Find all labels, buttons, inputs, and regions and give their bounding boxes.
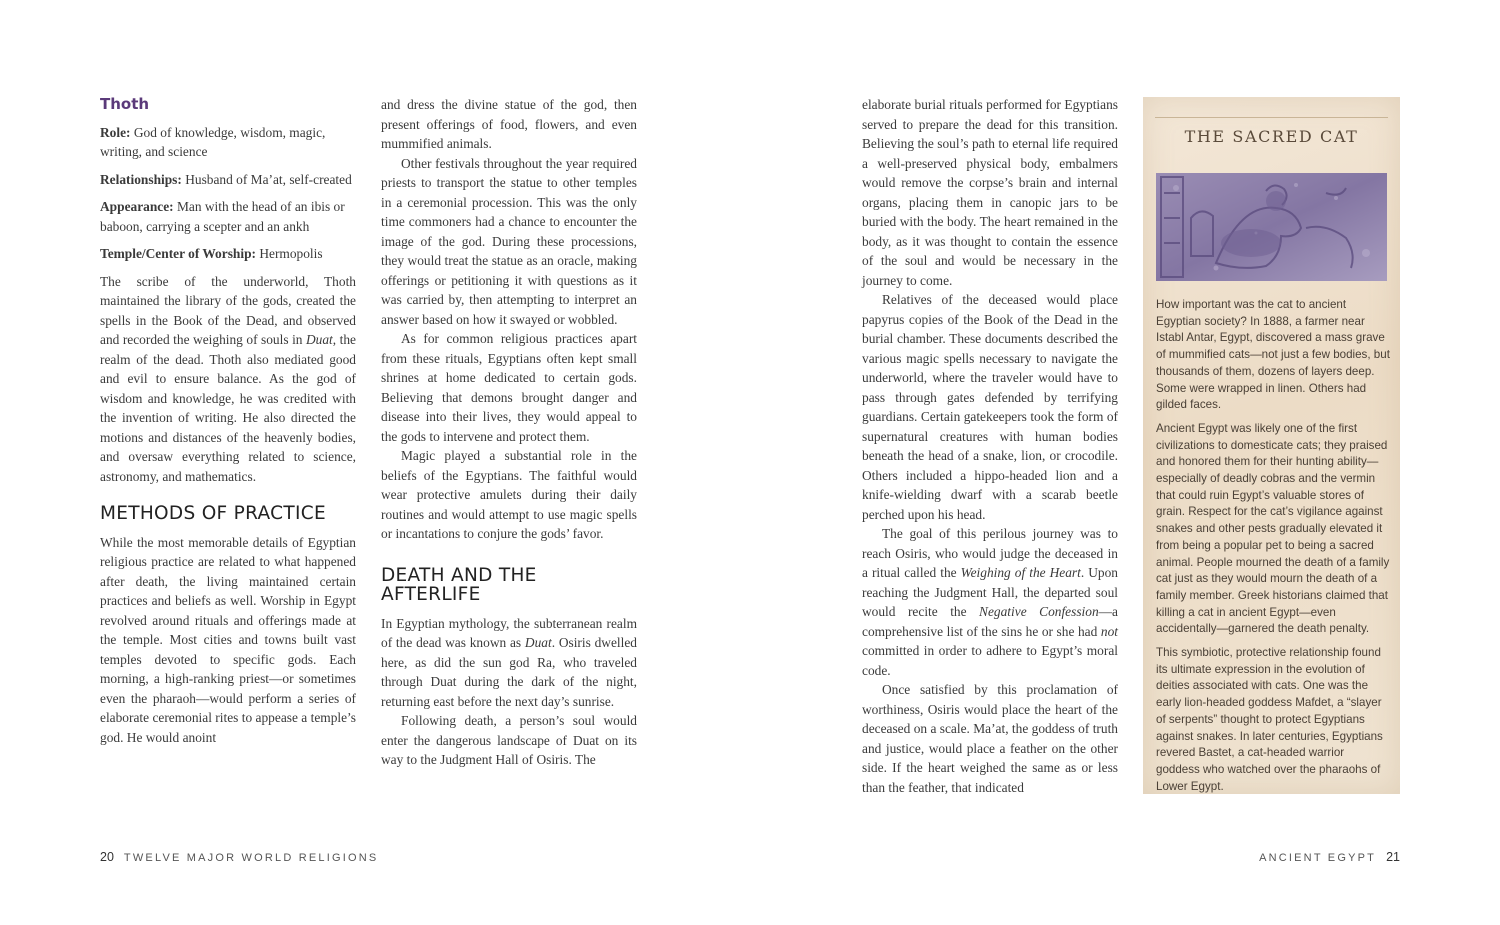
paragraph: Magic played a substantial role in the beliefs of the Egyptians. The faithful would wear protective amulets during their daily routines and would attempt to use magic spells or incantations to conjure the gods’ favor. <box>381 448 637 541</box>
sidebar-paragraph: This symbiotic, protective relationship found its ultimate expression in the evolution of deities associated with cats. One was the early lion-headed goddess Mafdet, a “slayer of serpents” thought to protect Egyptians against snakes. In later centuries, Egyptians revered Bastet, a cat-headed warrior goddess who watched over the pharaohs of Lower Egypt. <box>1156 646 1383 793</box>
footer-right <box>1259 850 1400 864</box>
footer-left <box>100 850 378 864</box>
fact-relationships: Relationships: Husband of Ma’at, self-created <box>100 171 352 187</box>
paragraph: and dress the divine statue of the god, then present offerings of food, flowers, and even mummified animals. <box>381 97 637 151</box>
paragraph: In Egyptian mythology, the subterranean realm of the dead was known as Duat. Osiris dwelled here, as did the sun god Ra, who traveled through Duat during the dark of the night, returning east before the next day’s sunrise. <box>381 615 637 709</box>
sidebar-paragraph: Ancient Egypt was likely one of the first civilizations to domesticate cats; they praised and honored them for their hunting ability—especially of deadly cobras and the vermin that could ruin Egypt’s valuable stores of grain. Respect for the cat’s vigilance against snakes and other pests gradually elevated it from being a popular pet to being a sacred animal. People mourned the death of a family cat just as they would mourn the death of a family member. Greek historians claimed that killing a cat in ancient Egypt—even accidentally—garnered the death penalty. <box>1156 421 1390 636</box>
paragraph: The goal of this perilous journey was to reach Osiris, who would judge the deceased in a ritual called the Weighing of the Heart. Upon reaching the Judgment Hall, the departed soul would recite the Negative Confession—a comprehensive list of the sins he or she had not committed in order to adhere to Egypt’s moral code. <box>862 526 1118 678</box>
deity-heading: Thoth <box>100 95 150 113</box>
paragraph: While the most memorable details of Egyptian religious practice are related to what happened after death, the living maintained certain practices and beliefs as well. Worship in Egypt revolved around rituals and offerings made at the temple. Most cities and towns built vast temples devoted to specific gods. Each morning, a high-ranking priest—or sometimes even the pharaoh—would perform a series of elaborate ceremonial rites to appease a temple’s god. He would anoint <box>100 534 356 745</box>
fact-appearance: Appearance: Man with the head of an ibis or baboon, carrying a scepter and an ankh <box>100 199 345 234</box>
paragraph: The scribe of the underworld, Thoth maintained the library of the gods, created the spells in the Book of the Dead, and observed and recorded the weighing of souls in Duat, the realm of the dead. Thoth also mediated good and evil to ensure balance. As the god of wisdom and knowledge, he was credited with the invention of writing. He also directed the motions and distances of the heavenly bodies, and oversaw everything related to science, astronomy, and mathematics. <box>100 273 356 484</box>
running-title-right: ANCIENT EGYPT <box>1259 852 1377 864</box>
text-column-2 <box>381 95 637 770</box>
cat-relief-image <box>1156 173 1387 281</box>
paragraph: Once satisfied by this proclamation of worthiness, Osiris would place the heart of the deceased on a scale. Ma’at, the goddess of truth and justice, would place a feather on the other side. If the heart weighed the same as or less than the feather, that indicated <box>862 682 1118 795</box>
text-column-3 <box>862 95 1118 797</box>
sidebar-text <box>1156 297 1391 802</box>
sidebar-sacred-cat <box>1143 97 1400 794</box>
section-heading-death: DEATH AND THE AFTERLIFE <box>381 564 537 605</box>
sidebar-divider <box>1155 117 1388 118</box>
paragraph: Other festivals throughout the year required priests to transport the statue to other temples in a ceremonial procession. This was the only time commoners had a chance to encounter the image of the god. During these processions, they would treat the statue as an oracle, making offerings or petitioning it with questions as it was carried by, then attempting to interpret an answer based on how it swayed or wobbled. <box>381 155 637 327</box>
page-number-right: 21 <box>1386 850 1400 864</box>
sidebar-paragraph: How important was the cat to ancient Egyptian society? In 1888, a farmer near Istabl Antar, Egypt, discovered a mass grave of mummified cats—not just a few bodies, but thousands of them, dozens of layers deep. Some were wrapped in linen. Others had gilded faces. <box>1156 298 1390 412</box>
paragraph: Relatives of the deceased would place papyrus copies of the Book of the Dead in the burial chamber. These documents described the various magic spells necessary to navigate the underworld, where the traveler would have to pass through gates defended by terrifying guardians. Certain gatekeepers took the form of supernatural creatures with human bodies beneath the head of a snake, lion, or crocodile. Others included a hippo-headed lion and a knife-wielding dwarf with a scarab beetle perched upon his head. <box>862 292 1118 522</box>
paragraph: Following death, a person’s soul would enter the dangerous landscape of Duat on its way to the Judgment Hall of Osiris. The <box>381 713 637 767</box>
fact-role: Role: God of knowledge, wisdom, magic, writing, and science <box>100 124 326 159</box>
paragraph: As for common religious practices apart from these rituals, Egyptians often kept small shrines at home dedicated to certain gods. Believing that demons brought danger and disease into their lives, they would appeal to the gods to intervene and protect them. <box>381 331 637 444</box>
section-heading-methods: METHODS OF PRACTICE <box>100 503 326 524</box>
page-number-left: 20 <box>100 850 114 864</box>
fact-temple: Temple/Center of Worship: Hermopolis <box>100 246 323 261</box>
running-title-left: TWELVE MAJOR WORLD RELIGIONS <box>123 852 379 864</box>
sidebar-title: THE SACRED CAT <box>1184 127 1359 146</box>
paragraph: elaborate burial rituals performed for Egyptians served to prepare the dead for this transition. Believing the soul’s path to eternal life required a well-preserved physical body, embalmers would remove the corpse’s brain and internal organs, placing them in canopic jars to be buried with the body. The heart remained in the body, as it was thought to contain the essence of the soul and would be necessary in the journey to come. <box>862 97 1118 288</box>
text-column-1 <box>100 95 356 747</box>
